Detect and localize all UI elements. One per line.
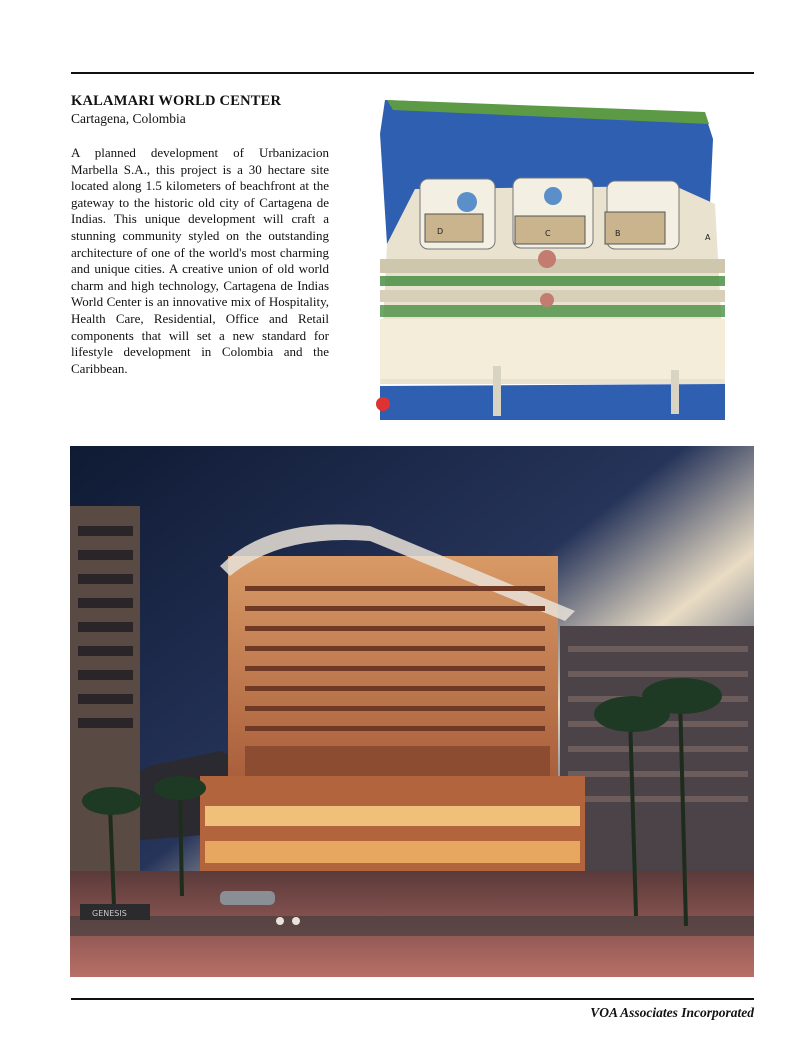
site-label-a: A: [705, 233, 711, 242]
top-rule: [71, 72, 754, 74]
bottom-rule: [71, 998, 754, 1000]
project-description: A planned development of Urbanizacion Marbella S.A., this project is a 30 hectare site located along 1.5 kilometers of beachfront at the gateway to the historic old city of Cartagena de Indias. This unique development will craft a stunning community styled on the outstanding architecture of one of the world's most charming and unique cities. A creative union of old world charm and high technology, Cartagena de Indias World Center is an innovative mix of Hospitality, Health Care, Residential, Office and Retail components that will set a new standard for lifestyle development in Colombia and the Caribbean.: [71, 145, 329, 376]
project-title: KALAMARI WORLD CENTER: [71, 93, 282, 109]
building-rendering-image: [70, 446, 754, 977]
site-label-d: D: [437, 227, 444, 236]
site-plan-image: [375, 94, 730, 424]
project-location: Cartagena, Colombia: [71, 111, 186, 126]
site-label-c: C: [545, 229, 551, 238]
footer-firm-name: VOA Associates Incorporated: [590, 1005, 754, 1020]
site-label-b: B: [615, 229, 621, 238]
genesis-sign: GENESIS: [92, 909, 127, 918]
